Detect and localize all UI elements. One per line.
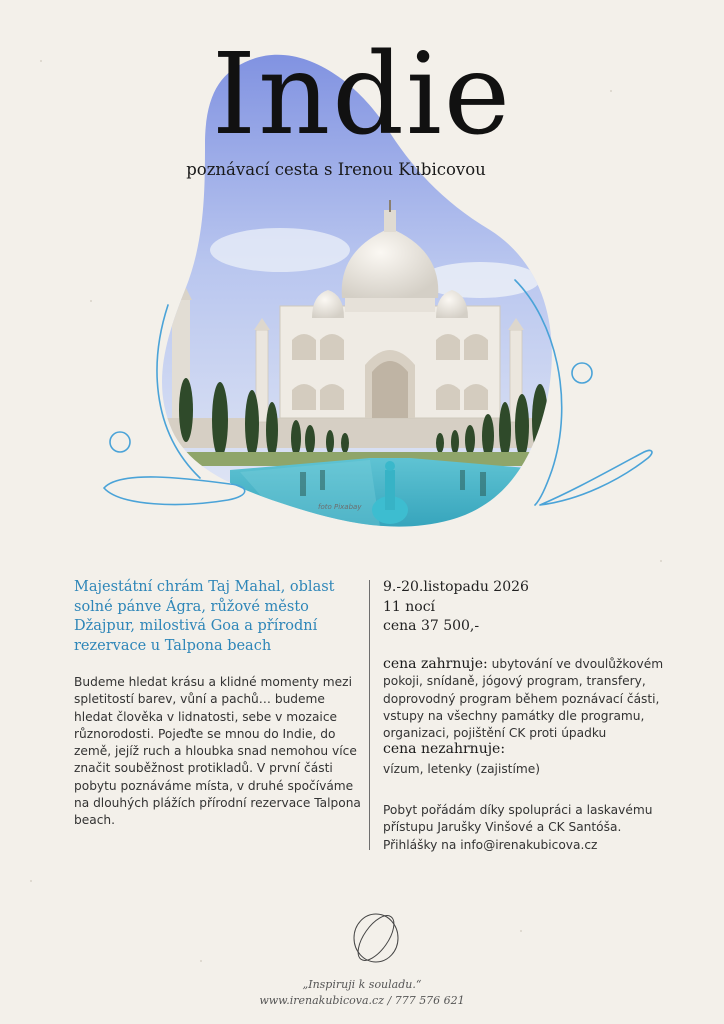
description-paragraph: Budeme hledat krásu a klidné momenty mezi spletitostí barev, vůní a pachů… budeme hledat člověka v lidnatosti, sebe v mozaice různorodosti. Pojeďte se mnou do Indie, do země, jejíž ruch a hloubka snad nemohou více značit souběžnost protikladů. V první části pobytu poznáváme místa, v druhé spočíváme na dlouhých plážích přírodní rezervace Talpona beach. [74,675,361,828]
lead-paragraph: Majestátní chrám Taj Mahal, oblast solné pánve Ágra, růžové město Džajpur, milostivá Goa a přírodní rezervace u Talpona beach [74,579,335,654]
included-heading: cena zahrnuje: [383,656,488,672]
trip-price: cena 37 500,- [383,618,480,634]
trip-dates: 9.-20.listopadu 2026 [383,579,529,595]
brand-logo-icon [346,904,406,968]
included-section [383,656,675,742]
trip-summary [383,578,673,637]
column-divider [369,580,370,850]
included-text: ubytování ve dvoulůžkovém pokoji, snídaně, jógový program, transfery, doprovodný program během poznávací části, vstupy na všechny památky dle programu, organizaci, pojištění CK proti úpadku [383,657,664,741]
page-title: Indie [211,30,513,160]
footer-contact[interactable]: www.irenakubicova.cz / 777 576 621 [259,994,465,1007]
excluded-text: vízum, letenky (zajistíme) [383,762,540,776]
partner-text: Pobyt pořádám díky spolupráci a laskavému přístupu Jarušky Vinšové a CK Santóša. [383,803,653,835]
page-subtitle: poznávací cesta s Irenou Kubicovou [186,160,486,179]
excluded-heading: cena nezahrnuje: [383,741,506,757]
photo-credit: foto Pixabay [318,503,362,511]
partner-section [383,802,675,854]
trip-nights: 11 nocí [383,598,436,615]
footer-motto: „Inspiruji k souladu.“ [302,978,422,991]
application-email[interactable]: Přihlášky na info@irenakubicova.cz [383,837,598,852]
